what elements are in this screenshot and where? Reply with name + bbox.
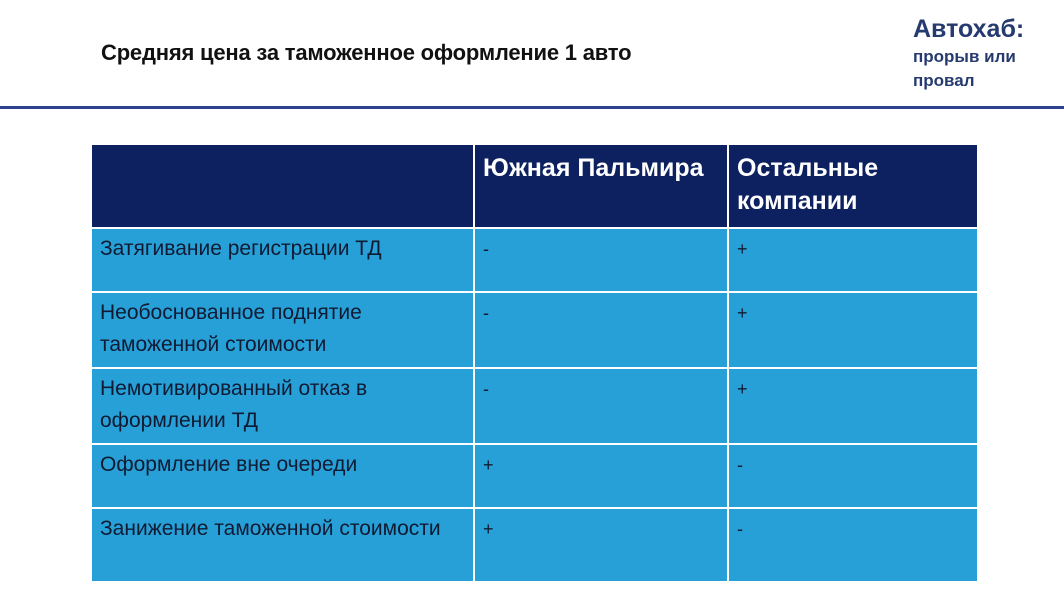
palmira-mark-cell: - bbox=[474, 292, 728, 368]
table-row bbox=[91, 292, 978, 368]
others-mark-cell: + bbox=[728, 292, 978, 368]
criterion-cell: Занижение таможенной стоимости bbox=[91, 508, 474, 582]
criterion-cell: Немотивированный отказ в оформлении ТД bbox=[91, 368, 474, 444]
others-mark-cell: - bbox=[728, 508, 978, 582]
palmira-mark-cell: - bbox=[474, 228, 728, 292]
table-row bbox=[91, 368, 978, 444]
slide-title: Средняя цена за таможенное оформление 1 авто bbox=[101, 40, 632, 65]
table-row bbox=[91, 508, 978, 582]
criterion-cell: Необоснованное поднятие таможенной стоимости bbox=[91, 292, 474, 368]
palmira-mark-cell: - bbox=[474, 368, 728, 444]
header-cell-others: Остальные компании bbox=[728, 144, 978, 228]
table-row bbox=[91, 228, 978, 292]
others-mark-cell: + bbox=[728, 228, 978, 292]
brand-subtitle-line2: провал bbox=[913, 71, 975, 90]
brand-block bbox=[913, 14, 1024, 92]
palmira-mark-cell: + bbox=[474, 444, 728, 508]
header-divider bbox=[0, 106, 1064, 109]
others-mark-cell: + bbox=[728, 368, 978, 444]
brand-subtitle-line1: прорыв или bbox=[913, 47, 1016, 66]
header-cell-empty bbox=[91, 144, 474, 228]
palmira-mark-cell: + bbox=[474, 508, 728, 582]
table-row bbox=[91, 444, 978, 508]
comparison-table bbox=[90, 143, 979, 583]
criterion-cell: Затягивание регистрации ТД bbox=[91, 228, 474, 292]
brand-title: Автохаб: bbox=[913, 15, 1025, 43]
header-cell-palmira: Южная Пальмира bbox=[474, 144, 728, 228]
others-mark-cell: - bbox=[728, 444, 978, 508]
criterion-cell: Оформление вне очереди bbox=[91, 444, 474, 508]
table-header-row bbox=[91, 144, 978, 228]
